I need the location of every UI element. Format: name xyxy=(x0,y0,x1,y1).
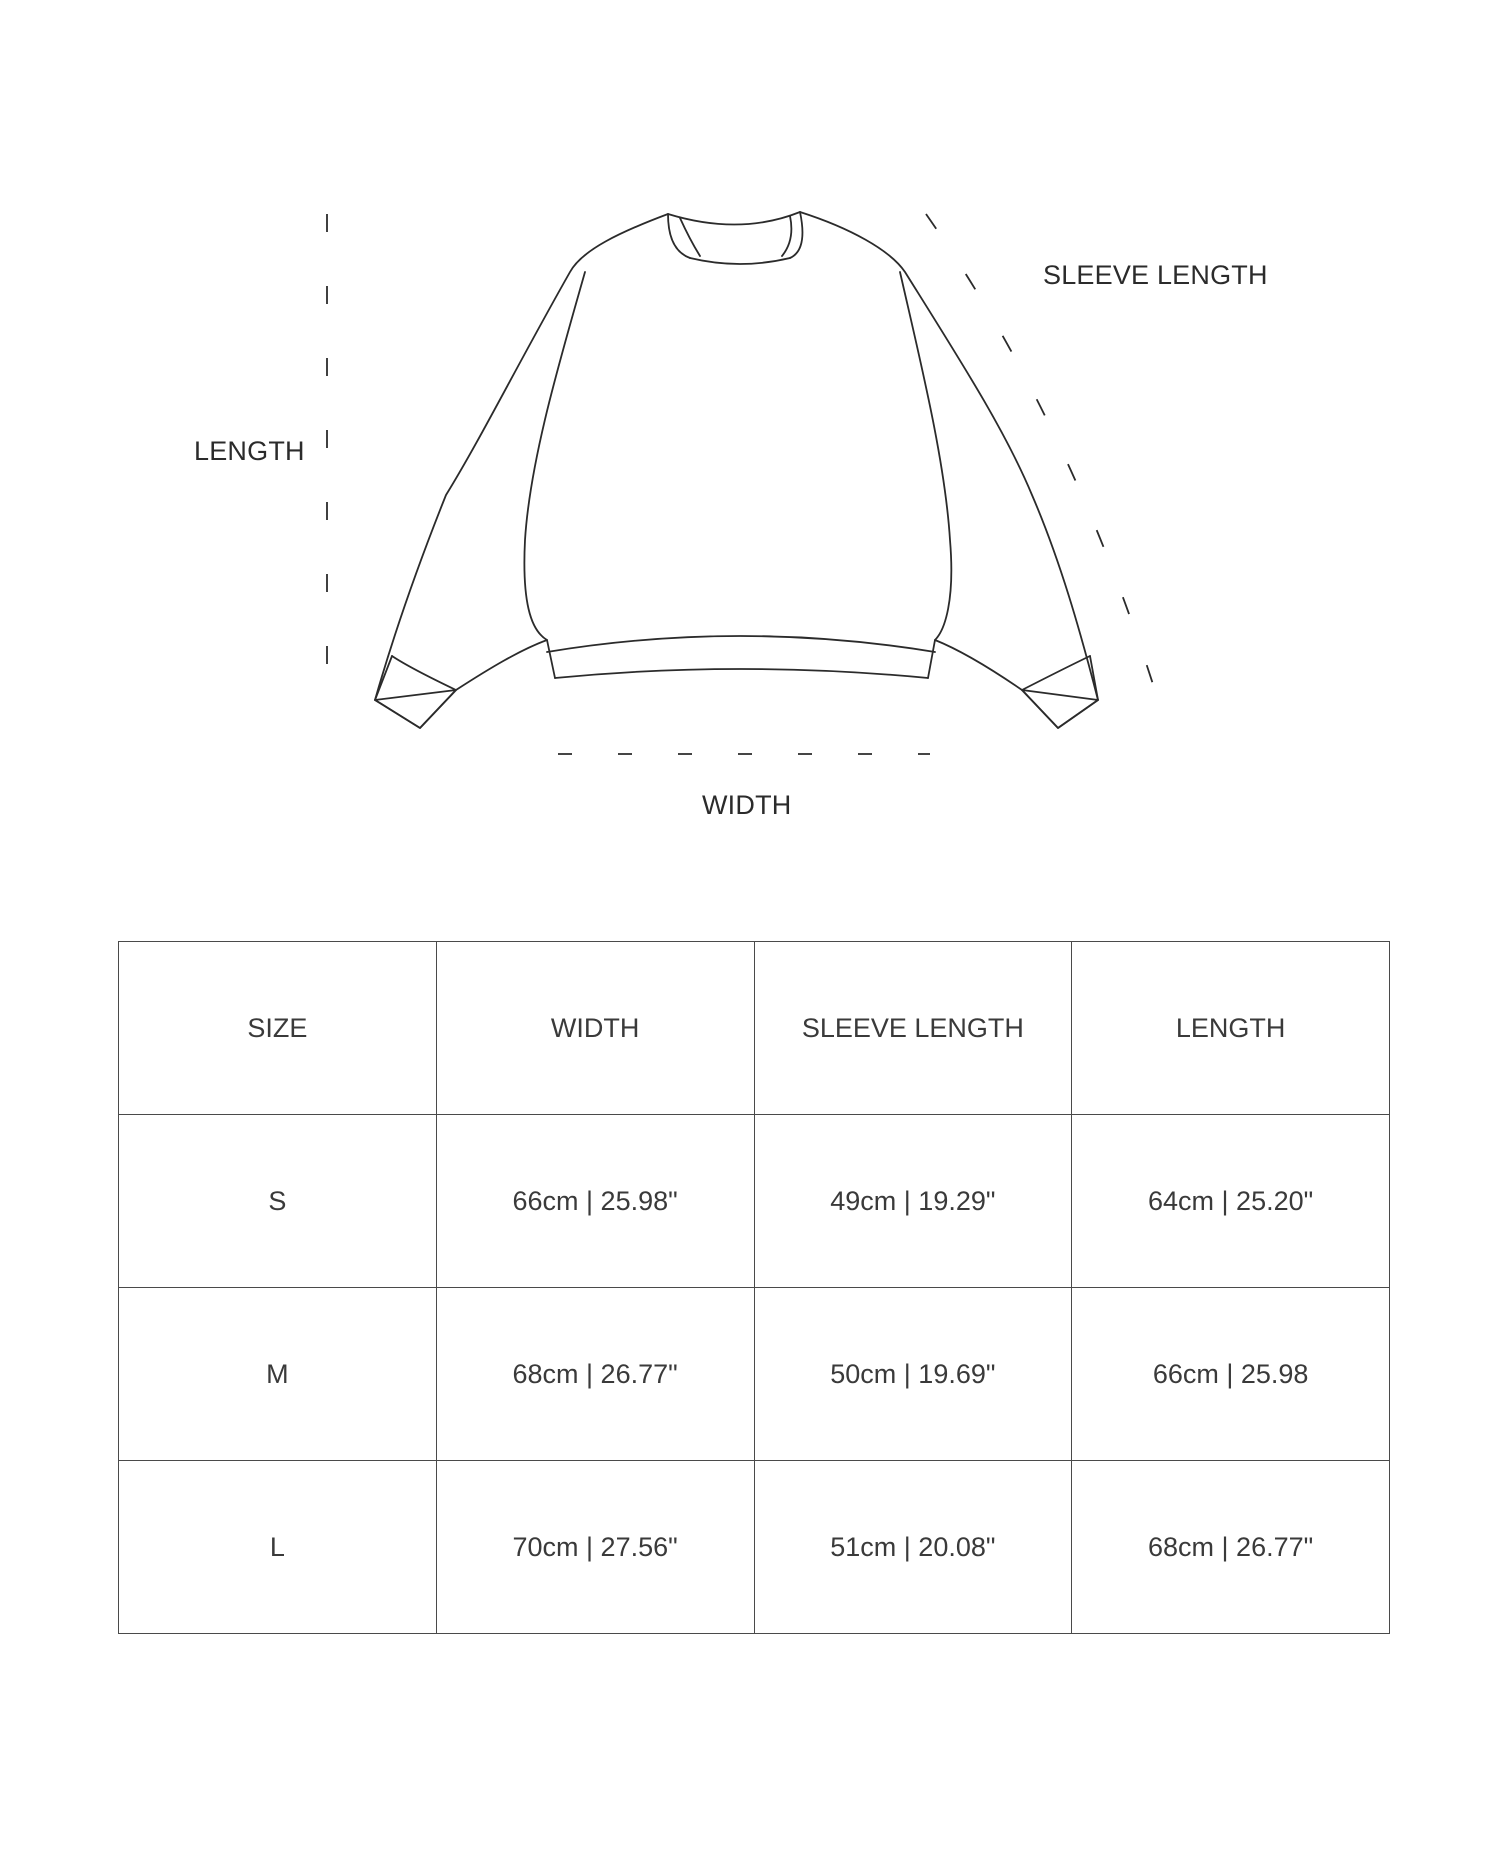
collar-inner xyxy=(690,258,790,264)
cell-size: L xyxy=(119,1461,437,1634)
width-label: WIDTH xyxy=(702,790,792,820)
left-cuff-band xyxy=(392,656,456,690)
collar-band-left xyxy=(680,218,700,256)
header-width: WIDTH xyxy=(436,942,754,1115)
hem-top xyxy=(547,636,935,652)
hem-right xyxy=(928,640,935,678)
table-row xyxy=(119,1461,1390,1634)
header-length: LENGTH xyxy=(1072,942,1390,1115)
sleeve-length-label: SLEEVE LENGTH xyxy=(1043,260,1268,290)
hem-left xyxy=(547,640,555,678)
collar-band-right xyxy=(782,216,791,256)
left-cuff xyxy=(375,690,456,728)
cell-size: S xyxy=(119,1115,437,1288)
right-sleeve-inner xyxy=(900,272,1022,690)
table-row xyxy=(119,1115,1390,1288)
cell-sleeve-length: 50cm | 19.69" xyxy=(754,1288,1072,1461)
cell-size: M xyxy=(119,1288,437,1461)
cell-width: 70cm | 27.56" xyxy=(436,1461,754,1634)
cell-length: 68cm | 26.77" xyxy=(1072,1461,1390,1634)
length-label: LENGTH xyxy=(194,436,305,466)
garment-diagram xyxy=(0,0,1500,900)
header-size: SIZE xyxy=(119,942,437,1115)
collar-outer-left xyxy=(668,214,690,258)
hem-bottom xyxy=(555,669,928,678)
cell-width: 66cm | 25.98" xyxy=(436,1115,754,1288)
cell-length: 66cm | 25.98 xyxy=(1072,1288,1390,1461)
cell-sleeve-length: 51cm | 20.08" xyxy=(754,1461,1072,1634)
left-shoulder-sleeve-outer xyxy=(375,214,668,700)
left-sleeve-inner xyxy=(456,272,585,690)
cell-length: 64cm | 25.20" xyxy=(1072,1115,1390,1288)
cell-sleeve-length: 49cm | 19.29" xyxy=(754,1115,1072,1288)
table-header-row xyxy=(119,942,1390,1115)
cell-width: 68cm | 26.77" xyxy=(436,1288,754,1461)
table-row xyxy=(119,1288,1390,1461)
collar-outer xyxy=(668,212,800,225)
size-chart-table xyxy=(118,941,1390,1634)
right-cuff-band xyxy=(1022,656,1090,690)
header-sleeve-length: SLEEVE LENGTH xyxy=(754,942,1072,1115)
